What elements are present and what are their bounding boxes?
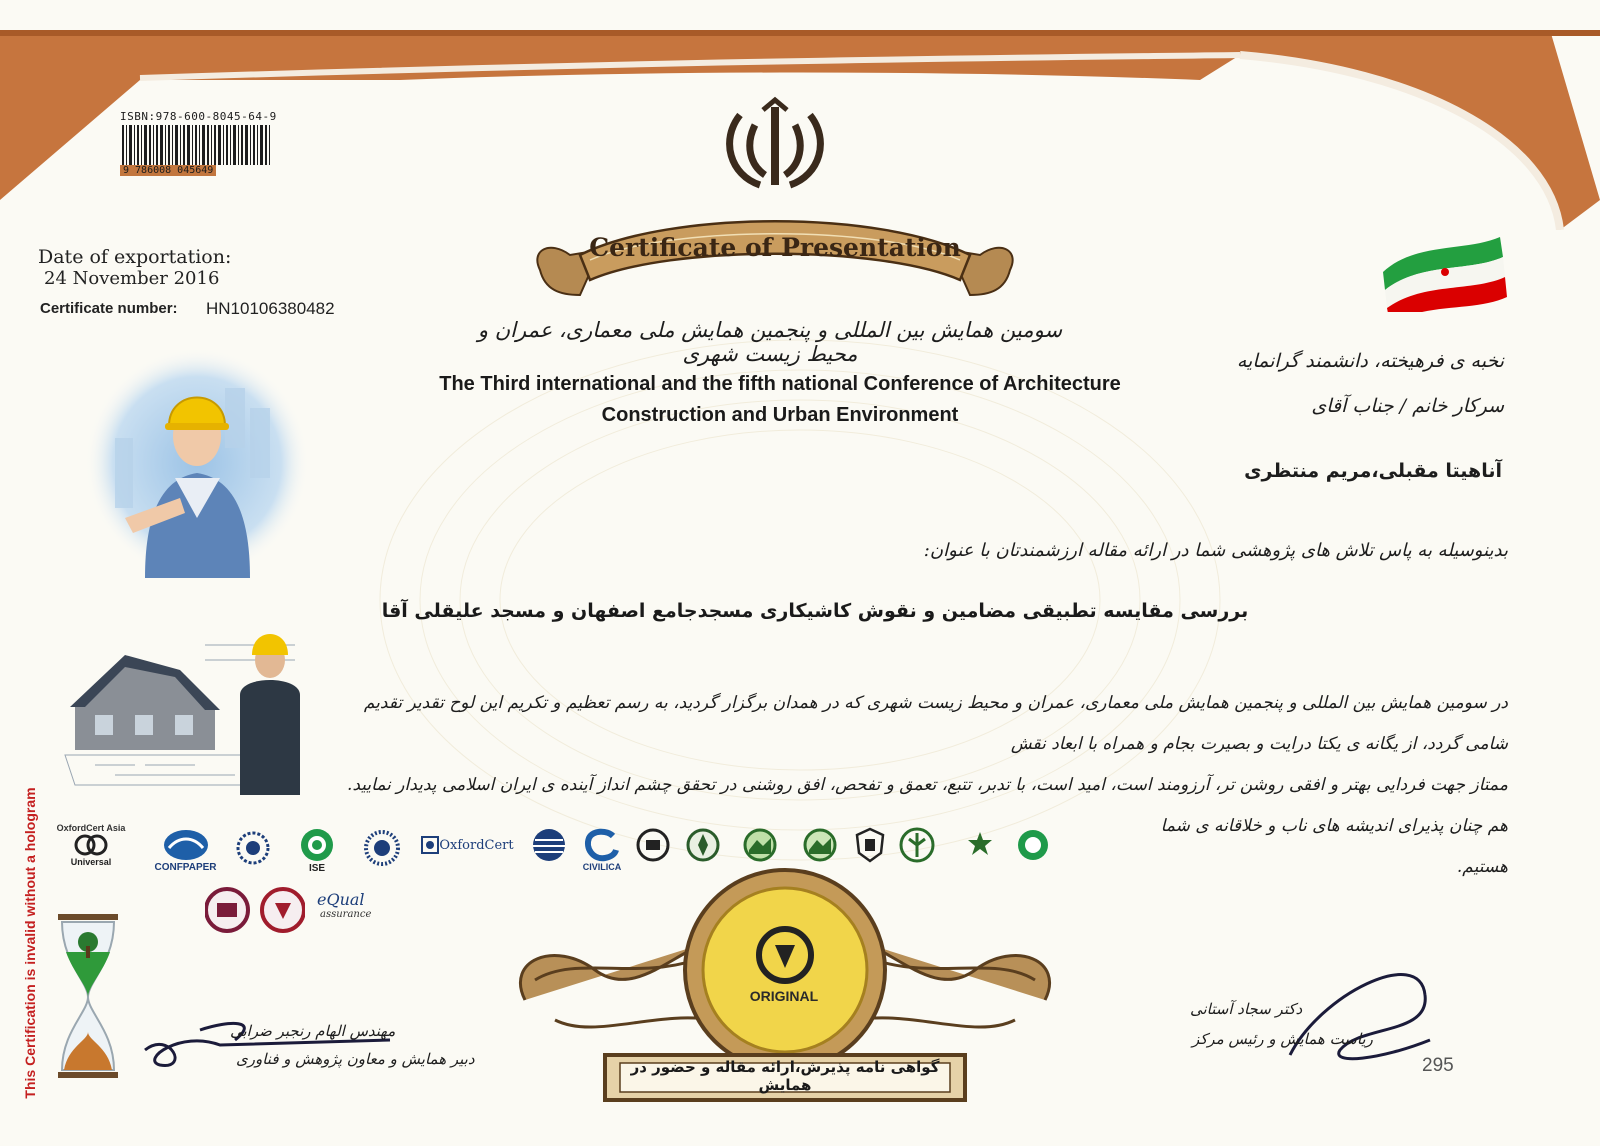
- page-number: 295: [1422, 1055, 1454, 1076]
- title-ribbon: [520, 200, 1030, 310]
- crest-icon-5: [899, 827, 935, 863]
- salutation-line1: نخبه ی فرهیخته، دانشمند گرانمایه: [1236, 350, 1504, 372]
- body-line-3: هستیم.: [1456, 857, 1508, 877]
- engineer-photo: [85, 348, 310, 578]
- iran-flag-icon: [1375, 232, 1510, 312]
- original-seal-label: ORIGINAL: [749, 988, 819, 1004]
- crest-icon-4: [855, 827, 885, 863]
- left-signatory-name: مهندس الهام رنجبر ضرابی: [230, 1022, 396, 1040]
- rosette-logo: [233, 820, 273, 875]
- jahad-icon: [636, 828, 670, 862]
- conference-title-en-line2: Construction and Urban Environment: [601, 404, 959, 426]
- crest-icon-1: [686, 828, 720, 862]
- body-line-1: در سومین همایش بین المللی و پنجمین همایش ملی معماری، عمران و محیط زیست شهری که در همدان برگزار گردید، به رسم تعظیم و تکریم این لوح تقدیر تقدیم شامی گردد، از یگانه ی یکتا درایت و بصیرت بجام و همراه با ابعاد نقش: [363, 693, 1508, 754]
- equal-logo-subtext: assurance: [320, 909, 372, 920]
- rosette-icon: [235, 830, 271, 866]
- crest-icon-7: [1016, 828, 1050, 862]
- right-signature: [1280, 955, 1440, 1070]
- certificate-number-label: Certificate number:: [40, 300, 178, 317]
- oxfordcert-asia-icon: [74, 833, 108, 857]
- salutation-line2: سرکار خانم / جناب آقای: [1311, 395, 1504, 417]
- paper-title: بررسی مقایسه تطبیقی مضامین و نقوش کاشیکاری مسجدجامع اصفهان و مسجد علیقلی آقا: [381, 600, 1249, 622]
- date-label: Date of exportation:: [38, 246, 232, 268]
- crest-icon-2: [743, 828, 777, 862]
- conference-title-en-line1: The Third international and the fifth national Conference of Architecture: [439, 373, 1121, 395]
- date-value: 24 November 2016: [44, 268, 220, 289]
- confpaper-icon: [161, 828, 211, 862]
- intro-text: بدینوسیله به پاس تلاش های پژوهشی شما در ارائه مقاله ارزشمندتان با عنوان:: [923, 540, 1508, 561]
- isc-icon: [363, 829, 401, 867]
- right-signatory-title: ریاست همایش و رئیس مرکز: [1192, 1030, 1373, 1048]
- globe-icon: [530, 826, 568, 864]
- crest-icon-3: [803, 828, 837, 862]
- left-signature: [140, 1010, 400, 1080]
- ise-logo: ISE: [293, 820, 341, 880]
- right-signatory-name: دکتر سجاد آستانی: [1190, 1000, 1303, 1018]
- left-signatory-title: دبیر همایش و معاون پژوهش و فناوری: [236, 1050, 475, 1068]
- certificate-number-value: HN10106380482: [206, 299, 335, 318]
- conference-title-fa: سومین همایش بین المللی و پنجمین همایش ملی معماری، عمران و محیط زیست شهری: [477, 318, 1063, 366]
- equal-logo-text: eQual: [317, 890, 365, 909]
- civilica-logo: CIVILICA: [577, 820, 627, 880]
- civilica-icon: [583, 828, 621, 862]
- plaque-text: گواهی نامه پذیرش،ارائه مقاله و حضور در همایش: [630, 1058, 940, 1094]
- body-line-2: ممتاز جهت فردایی بهتر و افقی روشن تر، آرزومند است، امید است، با تدبر، تتبع، تعمق و تفحص، افق روشنی در تحقق چشم انداز آینده ی ایران اسلامی پدیدار نمایید. هم چنان پذیرای اندیشه های ناب و خلاقانه ی شما: [346, 775, 1508, 836]
- crest-icon-6: [963, 828, 997, 862]
- oxfordcert-logo: OxfordCert: [420, 830, 515, 860]
- accreditation-seals: [205, 885, 305, 935]
- certificate-title: Certificate of Presentation: [589, 233, 961, 262]
- barcode-number: 9 786008 045649: [120, 165, 216, 176]
- hologram-warning: This Certification is invalid without a hologram: [22, 787, 38, 1099]
- recipient-names: آناهیتا مقبلی،مریم منتظری: [1244, 460, 1502, 482]
- oxfordcert-asia-logo: OxfordCert Asia Universal: [56, 823, 126, 867]
- oxfordcert-icon: [421, 836, 439, 854]
- ise-icon: [299, 827, 335, 863]
- confpaper-logo: CONFPAPER: [143, 820, 228, 880]
- emblem-icon: [720, 95, 830, 195]
- isbn-text: ISBN:978-600-8045-64-9: [120, 110, 277, 123]
- house-engineer-photo: [55, 615, 320, 795]
- hourglass-icon: [48, 912, 128, 1082]
- isc-logo: [360, 820, 404, 875]
